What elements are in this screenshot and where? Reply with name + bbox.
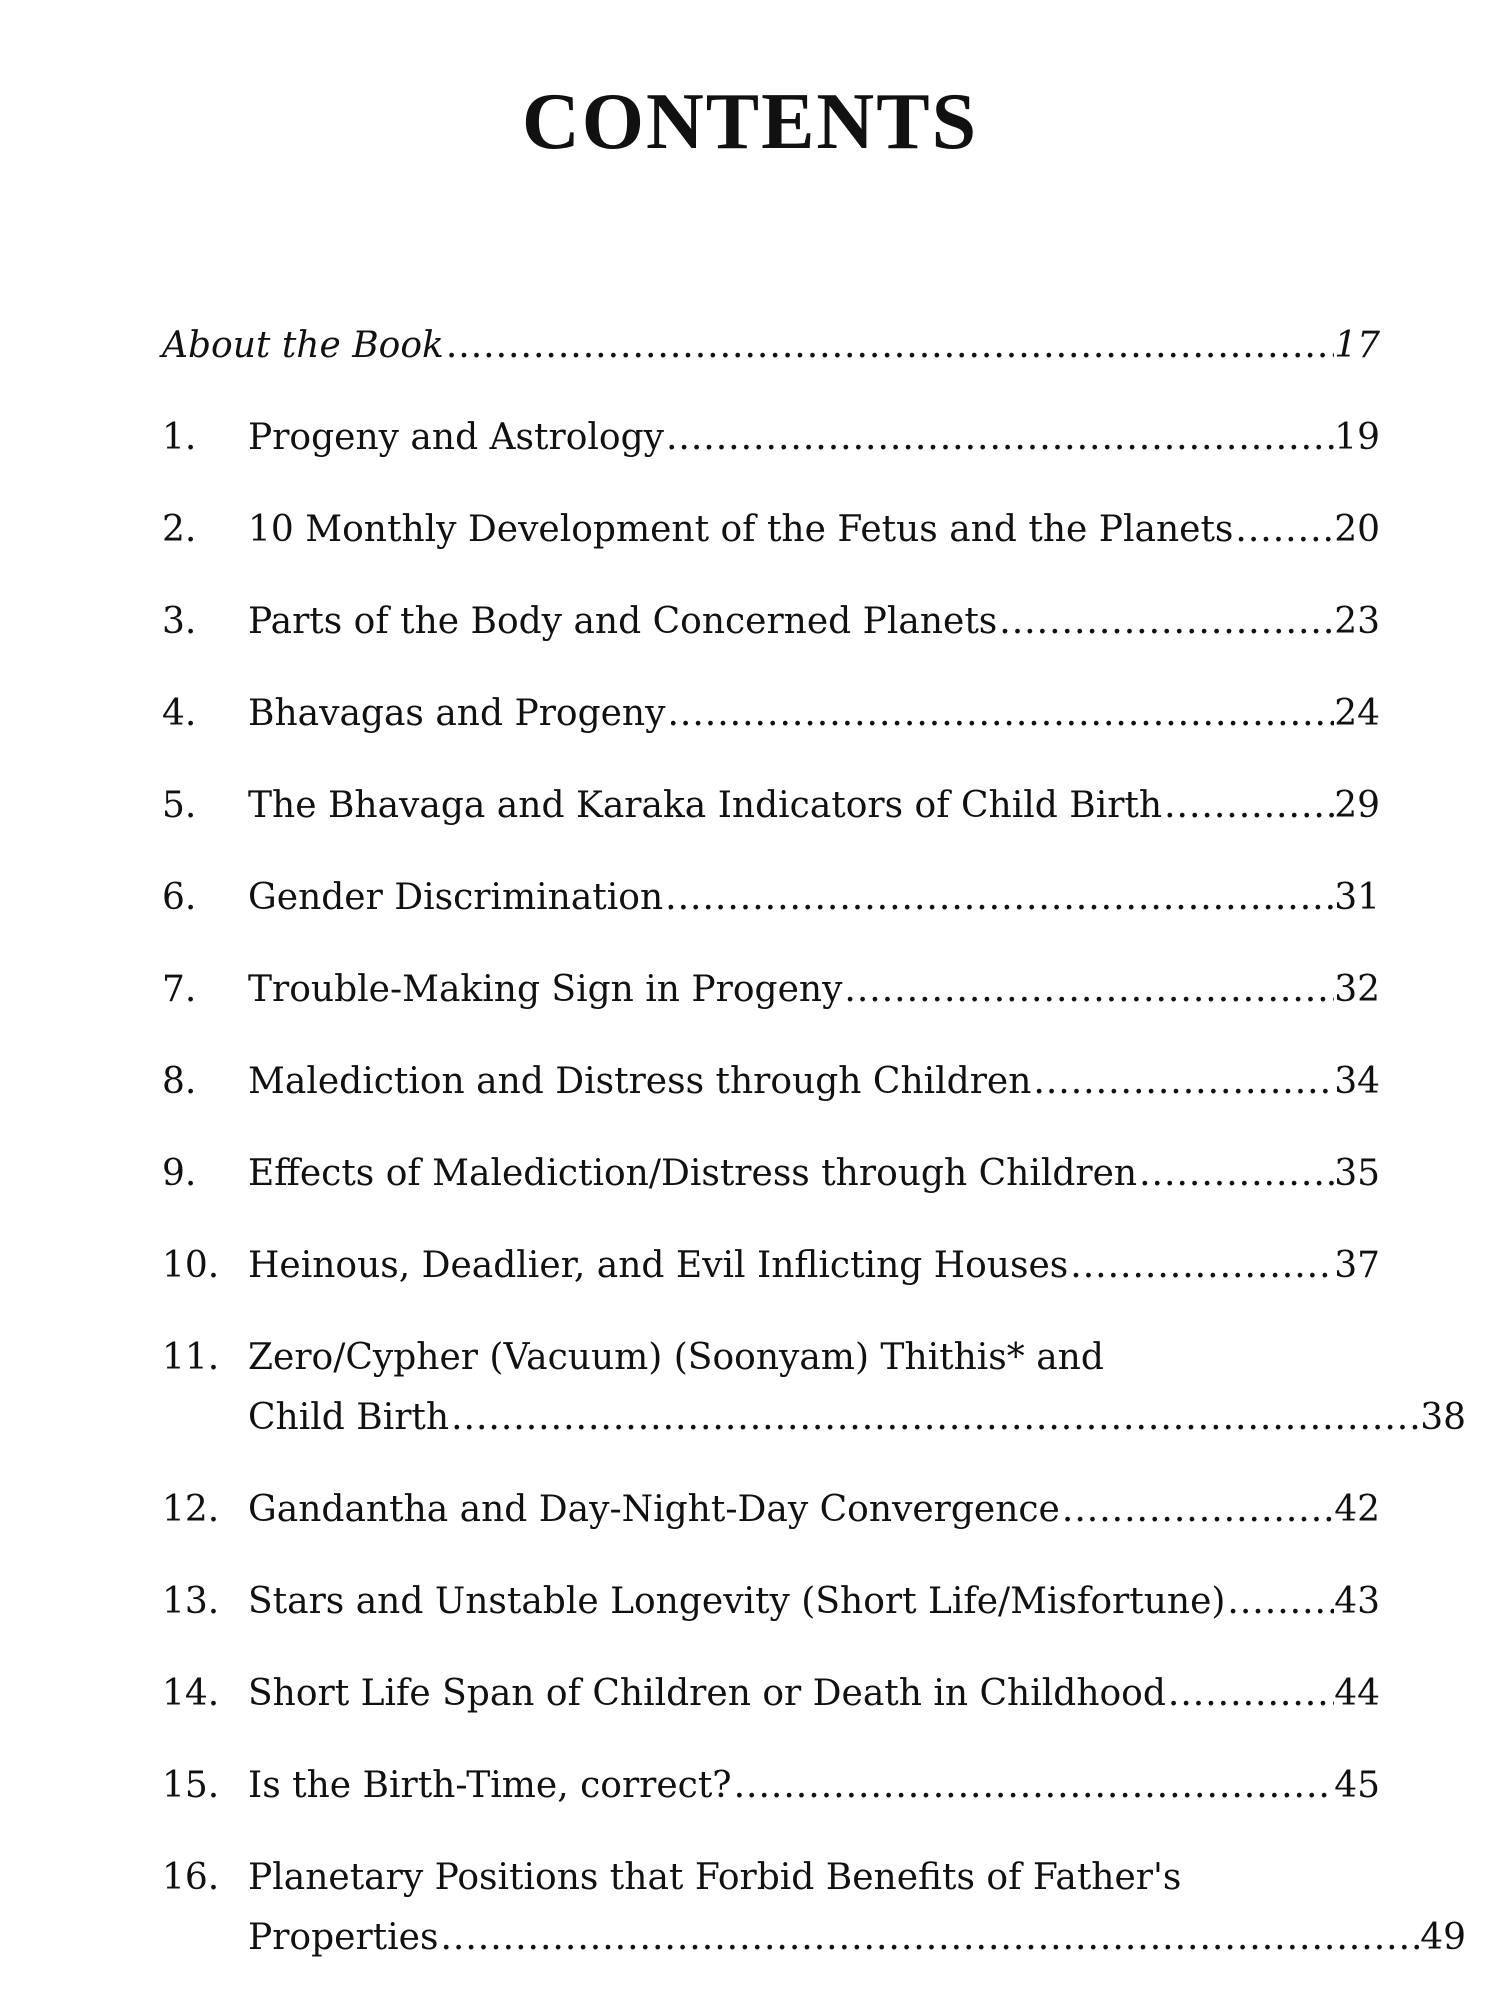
entry-title: Malediction and Distress through Children: [248, 1061, 1032, 1102]
entry-page: 35: [1334, 1153, 1380, 1194]
entry-number: 4.: [162, 693, 197, 734]
entry-page: 23: [1334, 601, 1380, 642]
entry-page: 42: [1334, 1489, 1380, 1530]
entry-page: 49: [1420, 1917, 1466, 1958]
leader-dots: [1139, 1144, 1334, 1204]
toc-entry: [162, 1236, 1380, 1296]
entry-number: 6.: [162, 877, 197, 918]
entry-page: 29: [1334, 785, 1380, 826]
leader-dots: [440, 1908, 1420, 1968]
entry-title: Short Life Span of Children or Death in Childhood: [248, 1673, 1166, 1714]
entry-number: 7.: [162, 969, 197, 1010]
entry-number: 3.: [162, 601, 197, 642]
toc-entry: [162, 1756, 1380, 1816]
toc-entry: [162, 408, 1380, 468]
entry-title: Is the Birth-Time, correct?: [248, 1765, 732, 1806]
leader-dots: [1033, 1052, 1334, 1112]
entry-number: 14.: [162, 1673, 220, 1714]
entry-title: 10 Monthly Development of the Fetus and the Planets: [248, 509, 1234, 550]
entry-page: 17: [1334, 325, 1380, 366]
entry-title: Parts of the Body and Concerned Planets: [248, 601, 998, 642]
entry-title: Planetary Positions that Forbid Benefits of Father's: [248, 1857, 1182, 1898]
leader-dots: [734, 1756, 1335, 1816]
entry-title: Trouble-Making Sign in Progeny: [248, 969, 843, 1010]
leader-dots: [1070, 1236, 1334, 1296]
toc-entry: [162, 684, 1380, 744]
entry-page: 24: [1334, 693, 1380, 734]
toc-entry: [162, 1664, 1380, 1724]
entry-title: Bhavagas and Progeny: [248, 693, 666, 734]
toc-entry: [162, 1572, 1380, 1632]
toc-entry: [162, 1480, 1380, 1540]
entry-title: Effects of Malediction/Distress through Children: [248, 1153, 1138, 1194]
entry-page: 37: [1334, 1245, 1380, 1286]
toc-entry: [162, 1328, 1466, 1448]
leader-dots: [667, 684, 1334, 744]
toc-entry: [162, 316, 1380, 376]
entry-title-continuation: Properties: [248, 1917, 439, 1958]
entry-number: 15.: [162, 1765, 220, 1806]
entry-number: 12.: [162, 1489, 220, 1530]
leader-dots: [1227, 1572, 1334, 1632]
leader-dots: [999, 592, 1334, 652]
entry-page: 45: [1334, 1765, 1380, 1806]
page-title: CONTENTS: [521, 78, 979, 166]
entry-page: 34: [1334, 1061, 1380, 1102]
entry-page: 20: [1334, 509, 1380, 550]
entry-title: The Bhavaga and Karaka Indicators of Child Birth: [248, 785, 1163, 826]
toc-entry: [162, 1144, 1380, 1204]
leader-dots: [451, 1388, 1420, 1448]
entry-page: 19: [1334, 417, 1380, 458]
toc-entry: [162, 1848, 1466, 1968]
toc-entry: [162, 500, 1380, 560]
entry-page: 44: [1334, 1673, 1380, 1714]
leader-dots: [1062, 1480, 1334, 1540]
entry-page: 31: [1334, 877, 1380, 918]
entry-title: Zero/Cypher (Vacuum) (Soonyam) Thithis* and: [248, 1337, 1104, 1378]
entry-title: Gandantha and Day-Night-Day Convergence: [248, 1489, 1060, 1530]
entry-number: 9.: [162, 1153, 197, 1194]
entry-title-continuation: Child Birth: [248, 1397, 450, 1438]
toc-entry: [162, 960, 1380, 1020]
leader-dots: [1168, 1664, 1334, 1724]
leader-dots: [446, 316, 1334, 376]
toc-entry: [162, 592, 1380, 652]
entry-number: 11.: [162, 1337, 220, 1378]
entry-title: Progeny and Astrology: [248, 417, 664, 458]
toc-entry: [162, 776, 1380, 836]
entry-page: 32: [1334, 969, 1380, 1010]
leader-dots: [1164, 776, 1334, 836]
leader-dots: [665, 868, 1334, 928]
entry-title: Gender Discrimination: [248, 877, 664, 918]
entry-number: 1.: [162, 417, 197, 458]
entry-number: 13.: [162, 1581, 220, 1622]
leader-dots: [666, 408, 1334, 468]
toc-entry: [162, 868, 1380, 928]
entry-page: 38: [1420, 1397, 1466, 1438]
entry-number: 8.: [162, 1061, 197, 1102]
entry-number: 10.: [162, 1245, 220, 1286]
entry-page: 43: [1334, 1581, 1380, 1622]
leader-dots: [844, 960, 1334, 1020]
entry-number: 5.: [162, 785, 197, 826]
toc-entry: [162, 1052, 1380, 1112]
leader-dots: [1235, 500, 1334, 560]
entry-title: Heinous, Deadlier, and Evil Inflicting Houses: [248, 1245, 1069, 1286]
entry-number: 2.: [162, 509, 197, 550]
entry-number: 16.: [162, 1857, 220, 1898]
entry-title: About the Book: [162, 325, 444, 366]
entry-title: Stars and Unstable Longevity (Short Life/Misfortune): [248, 1581, 1226, 1622]
